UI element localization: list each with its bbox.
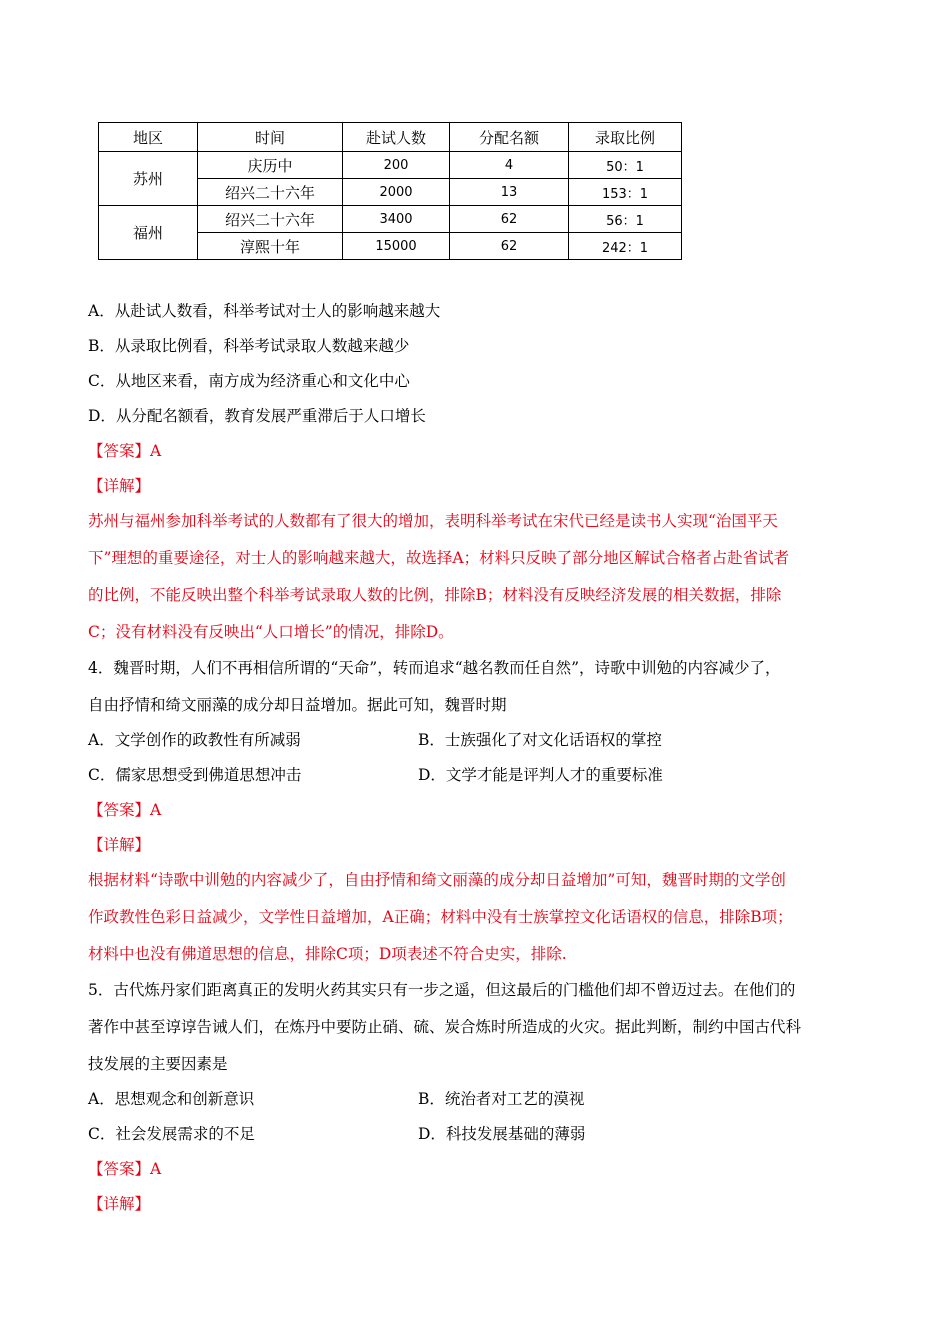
table-header-cell: 时间 bbox=[198, 123, 343, 152]
table-cell: 4 bbox=[450, 152, 569, 179]
table-cell: 绍兴二十六年 bbox=[198, 206, 343, 233]
table-cell: 50：1 bbox=[569, 152, 682, 179]
q3-option-b: B．从录取比例看，科举考试录取人数越来越少 bbox=[88, 337, 410, 355]
q5-stem-line: 5．古代炼丹家们距离真正的发明火药其实只有一步之遥，但这最后的门槛他们却不曾迈过去。在他们的 bbox=[88, 981, 796, 999]
table-cell: 庆历中 bbox=[198, 152, 343, 179]
q3-option-d: D．从分配名额看，教育发展严重滞后于人口增长 bbox=[88, 407, 426, 425]
q5-option-c: C．社会发展需求的不足 bbox=[88, 1125, 255, 1143]
q4-stem-line: 4．魏晋时期，人们不再相信所谓的“天命”，转而追求“越名教而任自然”，诗歌中训勉的内容减少了， bbox=[88, 659, 781, 677]
q3-detail-label: 【详解】 bbox=[88, 477, 151, 495]
q3-explanation-line: 下”理想的重要途径，对士人的影响越来越大，故选择A；材料只反映了部分地区解试合格者占赴省试者 bbox=[88, 549, 790, 567]
q5-option-d: D．科技发展基础的薄弱 bbox=[418, 1125, 586, 1143]
table-cell: 200 bbox=[343, 152, 450, 179]
q4-option-c: C．儒家思想受到佛道思想冲击 bbox=[88, 766, 302, 784]
table-cell: 13 bbox=[450, 179, 569, 206]
q5-option-a: A．思想观念和创新意识 bbox=[88, 1090, 255, 1108]
q5-answer: 【答案】A bbox=[88, 1160, 162, 1178]
table-cell: 绍兴二十六年 bbox=[198, 179, 343, 206]
table-row bbox=[99, 152, 682, 179]
table-cell: 淳熙十年 bbox=[198, 233, 343, 260]
q4-option-a: A．文学创作的政教性有所减弱 bbox=[88, 731, 301, 749]
q4-stem-line: 自由抒情和绮文丽藻的成分却日益增加。据此可知，魏晋时期 bbox=[88, 696, 507, 714]
q3-explanation-line: 苏州与福州参加科举考试的人数都有了很大的增加，表明科举考试在宋代已经是读书人实现“治国平天 bbox=[88, 512, 778, 530]
q3-option-a: A．从赴试人数看，科举考试对士人的影响越来越大 bbox=[88, 302, 441, 320]
table-cell: 62 bbox=[450, 233, 569, 260]
table-header-row bbox=[99, 123, 682, 152]
region-cell: 福州 bbox=[99, 206, 198, 260]
table-header-cell: 地区 bbox=[99, 123, 198, 152]
q5-option-b: B．统治者对工艺的漠视 bbox=[418, 1090, 585, 1108]
table-header-cell: 赴试人数 bbox=[343, 123, 450, 152]
q4-answer: 【答案】A bbox=[88, 801, 162, 819]
q4-detail-label: 【详解】 bbox=[88, 836, 151, 854]
table-cell: 15000 bbox=[343, 233, 450, 260]
region-cell: 苏州 bbox=[99, 152, 198, 206]
q4-option-b: B．士族强化了对文化话语权的掌控 bbox=[418, 731, 662, 749]
table-header-cell: 录取比例 bbox=[569, 123, 682, 152]
q5-detail-label: 【详解】 bbox=[88, 1195, 151, 1213]
table-cell: 2000 bbox=[343, 179, 450, 206]
table-cell: 56：1 bbox=[569, 206, 682, 233]
table-cell: 3400 bbox=[343, 206, 450, 233]
q4-explanation-line: 根据材料“诗歌中训勉的内容减少了，自由抒情和绮文丽藻的成分却日益增加”可知，魏晋时期的文学创 bbox=[88, 871, 786, 889]
exam-statistics-table bbox=[98, 122, 682, 260]
q4-explanation-line: 作政教性色彩日益减少，文学性日益增加，A正确；材料中没有士族掌控文化话语权的信息，排除B项； bbox=[88, 908, 793, 926]
table-cell: 62 bbox=[450, 206, 569, 233]
table-header-cell: 分配名额 bbox=[450, 123, 569, 152]
q3-explanation-line: C；没有材料没有反映出“人口增长”的情况，排除D。 bbox=[88, 623, 454, 641]
table-cell: 242：1 bbox=[569, 233, 682, 260]
q5-stem-line: 技发展的主要因素是 bbox=[88, 1055, 228, 1073]
q5-stem-line: 著作中甚至谆谆告诫人们，在炼丹中要防止硝、硫、炭合炼时所造成的火灾。据此判断，制约中国古代科 bbox=[88, 1018, 802, 1036]
q3-answer: 【答案】A bbox=[88, 442, 162, 460]
table-row bbox=[99, 206, 682, 233]
table-cell: 153：1 bbox=[569, 179, 682, 206]
q3-explanation-line: 的比例，不能反映出整个科举考试录取人数的比例，排除B；材料没有反映经济发展的相关数据，排除 bbox=[88, 586, 782, 604]
q3-option-c: C．从地区来看，南方成为经济重心和文化中心 bbox=[88, 372, 410, 390]
q4-option-d: D．文学才能是评判人才的重要标准 bbox=[418, 766, 663, 784]
q4-explanation-line: 材料中也没有佛道思想的信息，排除C项；D项表述不符合史实，排除. bbox=[88, 945, 567, 963]
